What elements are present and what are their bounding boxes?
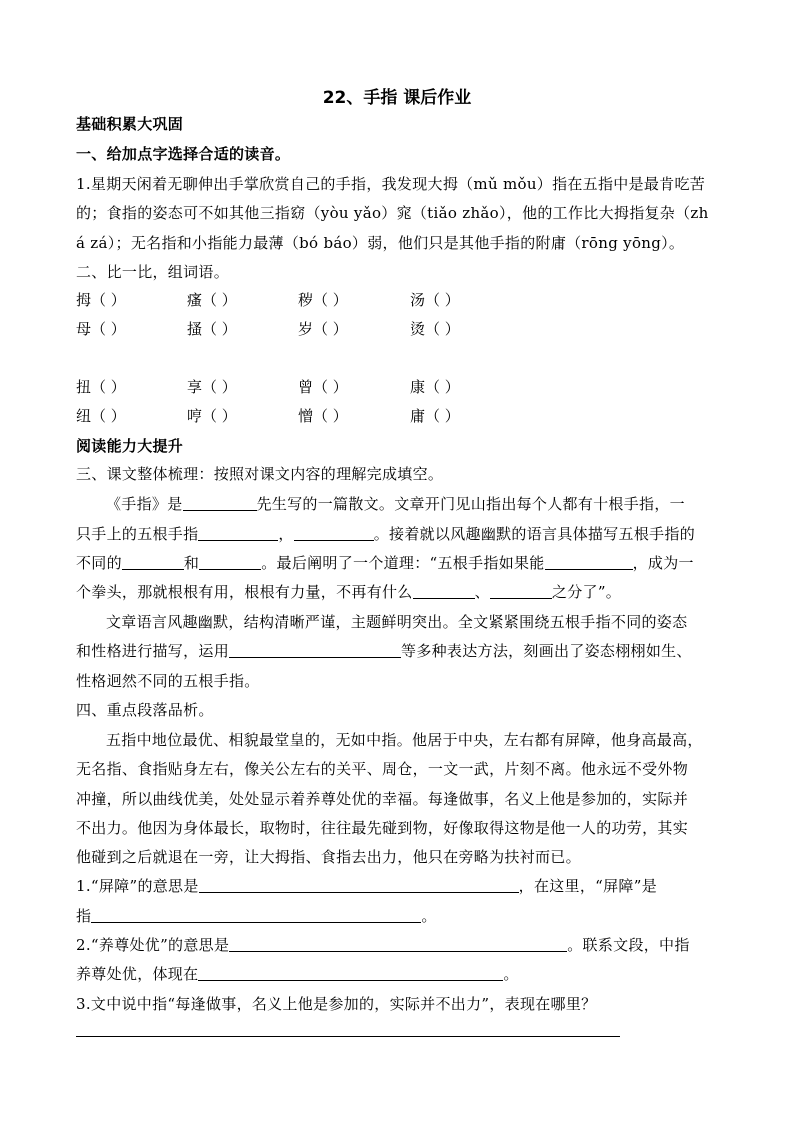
question1-heading: 一、给加点字选择合适的读音。 bbox=[76, 145, 291, 163]
q1-line-3: á zá）；无名指和小指能力最薄（bó báo）弱，他们只是其他手指的附庸（rōng yōng）。 bbox=[76, 234, 685, 252]
q4-item-2: 2.“养尊处优”的意思是 。联系文段，中指 bbox=[76, 936, 690, 954]
grid-char: 扭（ ） bbox=[76, 378, 126, 396]
passage-line: 五指中地位最优、相貌最堂皇的，无如中指。他居于中央，左右都有屏障，他身高最高， bbox=[106, 731, 703, 749]
answer-line[interactable] bbox=[76, 1036, 620, 1037]
answer-blank[interactable] bbox=[229, 935, 567, 952]
passage-line: 不出力。他因为身体最长，取物时，往往最先碰到物，好像取得这物是他一人的功劳，其实 bbox=[76, 819, 689, 837]
answer-blank[interactable] bbox=[199, 876, 519, 893]
q4-item-1-cont: 指 。 bbox=[76, 907, 437, 925]
grid-char: 瘙（ ） bbox=[187, 291, 237, 309]
grid-char: 秽（ ） bbox=[298, 291, 348, 309]
question4-heading: 四、重点段落品析。 bbox=[76, 701, 214, 719]
fill-blank[interactable] bbox=[199, 553, 261, 570]
fill-blank[interactable] bbox=[183, 494, 257, 511]
answer-blank[interactable] bbox=[91, 906, 421, 923]
grid-char: 纽（ ） bbox=[76, 407, 126, 425]
question3-heading: 三、课文整体梳理：按照对课文内容的理解完成填空。 bbox=[76, 465, 444, 483]
q3-para2-line-3: 性格迥然不同的五根手指。 bbox=[76, 672, 260, 690]
grid-char: 汤（ ） bbox=[410, 291, 460, 309]
grid-char: 哼（ ） bbox=[187, 407, 237, 425]
grid-char: 烫（ ） bbox=[410, 320, 460, 338]
fill-blank[interactable] bbox=[413, 582, 475, 599]
grid-char: 母（ ） bbox=[76, 320, 126, 338]
q1-line-2: 的；食指的姿态可不如其他三指窈（yòu yǎo）窕（tiǎo zhǎo），他的工作比大拇指复杂（zh bbox=[76, 204, 709, 222]
passage-line: 无名指、食指贴身左右，像关公左右的关平、周仓，一文一武，片刻不离。他永远不受外物 bbox=[76, 760, 689, 778]
grid-char: 憎（ ） bbox=[298, 407, 348, 425]
q3-para2-line-2: 和性格进行描写，运用 等多种表达方法，刻画出了姿态栩栩如生、 bbox=[76, 642, 692, 660]
fill-blank[interactable] bbox=[229, 641, 401, 658]
passage-line: 他碰到之后就退在一旁，让大拇指、食指去出力，他只在旁略为扶衬而已。 bbox=[76, 848, 581, 866]
q3-line-1: 《手指》是 先生写的一篇散文。文章开门见山指出每个人都有十根手指，一 bbox=[106, 495, 685, 513]
answer-blank[interactable] bbox=[198, 964, 503, 981]
fill-blank[interactable] bbox=[198, 524, 278, 541]
q4-item-1: 1.“屏障”的意思是 ，在这里，“屏障”是 bbox=[76, 877, 657, 895]
q3-line-3: 不同的 和 。最后阐明了一个道理：“五根手指如果能 ，成为一 bbox=[76, 554, 694, 572]
page-title: 22、手指 课后作业 bbox=[322, 88, 472, 108]
section-heading-basics: 基础积累大巩固 bbox=[76, 115, 184, 133]
grid-char: 岁（ ） bbox=[298, 320, 348, 338]
question2-heading: 二、比一比，组词语。 bbox=[76, 263, 230, 281]
section-heading-reading: 阅读能力大提升 bbox=[76, 437, 184, 455]
q4-item-2-cont: 养尊处优，体现在 。 bbox=[76, 965, 519, 983]
fill-blank[interactable] bbox=[545, 553, 633, 570]
fill-blank[interactable] bbox=[122, 553, 184, 570]
q4-item-3: 3.文中说中指“每逢做事，名义上他是参加的，实际并不出力”，表现在哪里？ bbox=[76, 995, 597, 1013]
grid-char: 庸（ ） bbox=[410, 407, 460, 425]
q1-line-1: 1.星期天闲着无聊伸出手掌欣赏自己的手指，我发现大拇（mǔ mǒu）指在五指中是最肯吃苦 bbox=[76, 175, 706, 193]
q3-line-2: 只手上的五根手指 ， 。接着就以风趣幽默的语言具体描写五根手指的 bbox=[76, 525, 696, 543]
q3-line-4: 个拳头，那就根根有用，根根有力量，不再有什么 、 之分了”。 bbox=[76, 583, 622, 601]
grid-char: 拇（ ） bbox=[76, 291, 126, 309]
fill-blank[interactable] bbox=[294, 524, 374, 541]
passage-line: 冲撞，所以曲线优美，处处显示着养尊处优的幸福。每逢做事，名义上他是参加的，实际并 bbox=[76, 790, 689, 808]
fill-blank[interactable] bbox=[490, 582, 552, 599]
grid-char: 享（ ） bbox=[187, 378, 237, 396]
grid-char: 曾（ ） bbox=[298, 378, 348, 396]
q3-para2-line-1: 文章语言风趣幽默，结构清晰严谨，主题鲜明突出。全文紧紧围绕五根手指不同的姿态 bbox=[106, 613, 688, 631]
grid-char: 搔（ ） bbox=[187, 320, 237, 338]
grid-char: 康（ ） bbox=[410, 378, 460, 396]
